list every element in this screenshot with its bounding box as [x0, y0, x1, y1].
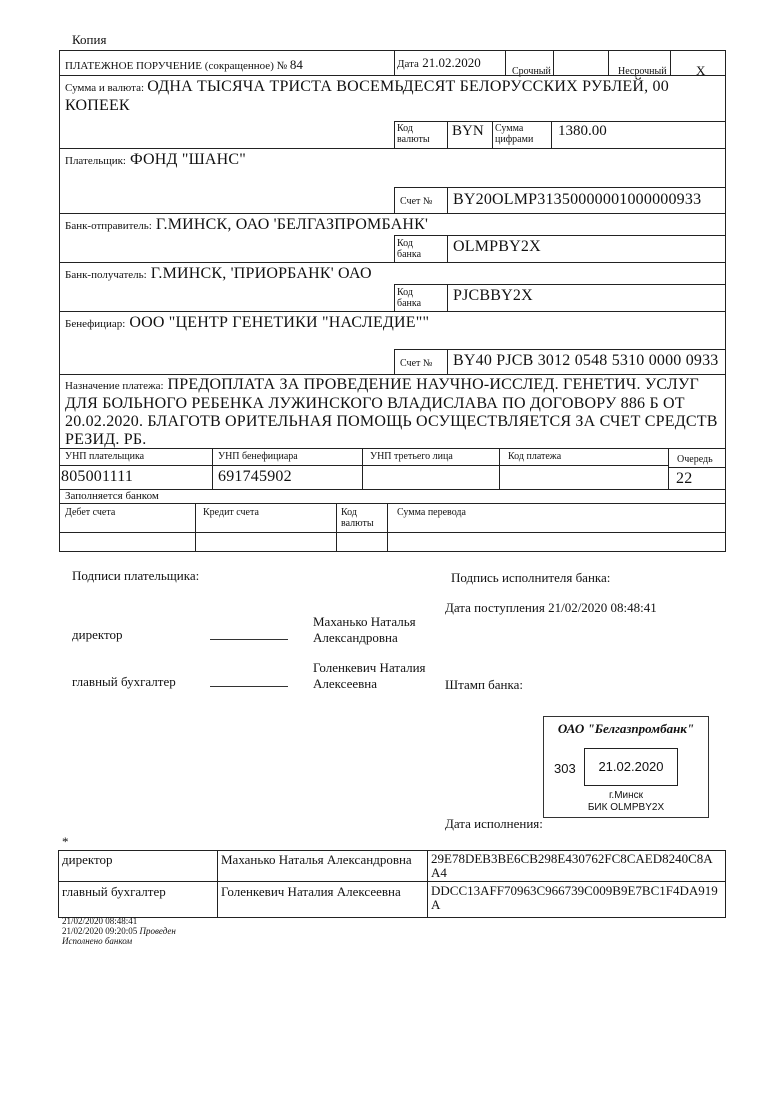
nonurgent-label: Несрочный — [618, 66, 667, 77]
beneficiary-name: ООО "ЦЕНТР ГЕНЕТИКИ "НАСЛЕДИЕ"" — [129, 314, 430, 331]
footer-line2: 21/02/2020 09:20:05 Проведен — [62, 926, 176, 936]
beneficiary-account-label: Счет № — [400, 358, 433, 369]
stamp-city: г.Минск — [608, 790, 644, 801]
bank-fill-label: Заполняется банком — [65, 490, 159, 502]
stamp-label: Штамп банка: — [445, 677, 523, 692]
execution-date-label: Дата исполнения: — [445, 816, 543, 831]
stamp-bik: БИК OLMPBY2X — [587, 802, 665, 813]
sum-digits-label: Сумма цифрами — [495, 123, 534, 145]
beneficiary-unp-label: УНП бенефициара — [218, 451, 298, 462]
amount-words-line1: ОДНА ТЫСЯЧА ТРИСТА ВОСЕМЬДЕСЯТ БЕЛОРУССКИХ РУБЛЕЙ, 00 — [147, 78, 669, 95]
sign-row-2-hash: DDCC13AFF70963C966739C009B9E7BC1F4DA919 A — [431, 883, 718, 912]
sign-row-1-role: директор — [62, 852, 113, 867]
form-title — [65, 57, 303, 73]
director-name: Маханько Наталья Александровна — [313, 614, 416, 645]
date-label: Дата — [397, 58, 419, 70]
currency-code-label: Код валюты — [397, 123, 430, 145]
sign-row-2-name: Голенкевич Наталия Алексеевна — [221, 884, 401, 899]
debit-label: Дебет счета — [65, 507, 116, 518]
purpose-field — [65, 376, 720, 449]
receiver-bank-label: Банк-получатель: — [65, 269, 147, 281]
third-unp-label: УНП третьего лица — [370, 451, 453, 462]
date-field — [397, 55, 481, 71]
sign-row-1-name: Маханько Наталья Александровна — [221, 852, 412, 867]
purpose-line4: РЕЗИД. РБ. — [65, 431, 147, 448]
bank-signature-label: Подпись исполнителя банка: — [451, 570, 611, 585]
amount-label: Сумма и валюта: — [65, 82, 145, 94]
order-number: 84 — [289, 57, 303, 72]
accountant-signature-line — [210, 686, 288, 687]
payer-label: Плательщик: — [65, 155, 126, 167]
urgent-label: Срочный — [512, 66, 551, 77]
amount-section — [65, 78, 715, 114]
sender-bank-label: Банк-отправитель: — [65, 220, 152, 232]
queue-label: Очередь — [677, 454, 713, 465]
payer-account: BY20OLMP31350000001000000933 — [453, 191, 702, 208]
accountant-label: главный бухгалтер — [72, 674, 176, 689]
received-date: Дата поступления 21/02/2020 08:48:41 — [445, 600, 657, 615]
payer-name: ФОНД "ШАНС" — [129, 151, 247, 168]
payer-field — [65, 151, 246, 169]
date-value: 21.02.2020 — [422, 55, 481, 70]
receiver-bank-code: PJCBBY2X — [453, 287, 533, 304]
purpose-label: Назначение платежа: — [65, 380, 164, 392]
bank-currency-code-label: Код валюты — [341, 507, 374, 529]
accountant-name: Голенкевич Наталия Алексеевна — [313, 660, 426, 691]
beneficiary-unp: 691745902 — [218, 468, 292, 485]
stamp-date: 21.02.2020 — [584, 748, 678, 786]
form-title-text: ПЛАТЕЖНОЕ ПОРУЧЕНИЕ (сокращенное) № — [65, 60, 288, 72]
footer-line3: Исполнено банком — [62, 936, 133, 946]
director-signature-line — [210, 639, 288, 640]
bank-stamp — [543, 716, 709, 818]
purpose-line1: ПРЕДОПЛАТА ЗА ПРОВЕДЕНИЕ НАУЧНО-ИССЛЕД. ГЕНЕТИЧ. УСЛУГ — [167, 376, 699, 393]
sum-digits-value: 1380.00 — [558, 123, 607, 139]
footer-line1: 21/02/2020 08:48:41 — [62, 916, 138, 926]
payer-signatures-label: Подписи плательщика: — [72, 568, 200, 583]
director-label: директор — [72, 627, 123, 642]
sender-bank-code-label: Код банка — [397, 238, 422, 260]
receiver-bank-field — [65, 265, 372, 283]
beneficiary-label: Бенефициар: — [65, 318, 126, 330]
stamp-code: 303 — [554, 761, 576, 776]
payer-unp: 805001111 — [61, 468, 134, 485]
sender-bank-field — [65, 216, 428, 234]
purpose-line2: ДЛЯ БОЛЬНОГО РЕБЕНКА ЛУЖИНСКОГО ВЛАДИСЛАВА ПО ДОГОВОРУ 886 Б ОТ — [65, 395, 685, 412]
beneficiary-field — [65, 314, 429, 332]
payer-account-label: Счет № — [400, 196, 433, 207]
sender-bank-code: OLMPBY2X — [453, 238, 541, 255]
currency-value: BYN — [452, 123, 484, 139]
transfer-amount-label: Сумма перевода — [397, 507, 466, 518]
sender-bank-name: Г.МИНСК, ОАО 'БЕЛГАЗПРОМБАНК' — [155, 216, 429, 233]
stamp-bank-name: ОАО "Белгазпромбанк" — [557, 721, 695, 736]
copy-label: Копия — [72, 32, 107, 47]
receiver-bank-code-label: Код банка — [397, 287, 422, 309]
sign-row-2-role: главный бухгалтер — [62, 884, 166, 899]
receiver-bank-name: Г.МИНСК, 'ПРИОРБАНК' ОАО — [150, 265, 372, 282]
queue-value: 22 — [676, 470, 693, 487]
credit-label: Кредит счета — [203, 507, 259, 518]
nonurgent-mark: X — [696, 63, 706, 78]
beneficiary-account: BY40 PJCB 3012 0548 5310 0000 0933 — [453, 352, 719, 369]
asterisk: * — [62, 834, 69, 849]
footer-log — [62, 916, 176, 946]
payment-code-label: Код платежа — [508, 451, 562, 462]
purpose-line3: 20.02.2020. БЛАГОТВ ОРИТЕЛЬНАЯ ПОМОЩЬ ОСУЩЕСТВЛЯЕТСЯ ЗА СЧЕТ СРЕДСТВ — [65, 413, 718, 430]
sign-row-1-hash: 29E78DEB3BE6CB298E430762FC8CAED8240C8A A4 — [431, 851, 713, 880]
payment-order-form — [59, 50, 726, 552]
amount-words-line2: КОПЕЕК — [65, 97, 130, 114]
payer-unp-label: УНП плательщика — [65, 451, 145, 462]
